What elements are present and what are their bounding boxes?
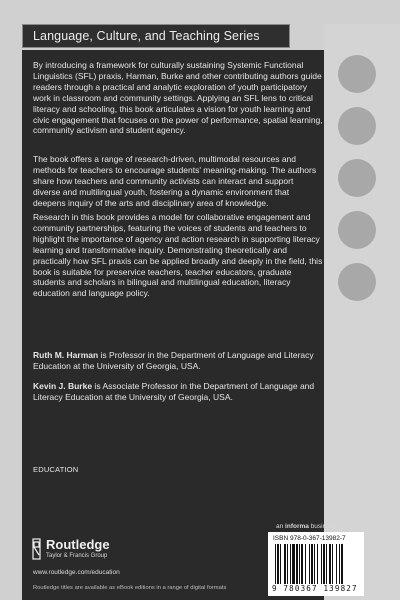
isbn-barcode bbox=[268, 532, 364, 596]
author-bio-1 bbox=[33, 350, 323, 372]
series-title: Language, Culture, and Teaching Series bbox=[33, 29, 260, 43]
routledge-logo-icon bbox=[32, 538, 42, 560]
ebook-note: Routledge titles are available as eBook editions in a range of digital formats bbox=[33, 585, 227, 591]
publisher-group: Taylor & Francis Group bbox=[46, 553, 108, 559]
decorative-circle bbox=[338, 159, 376, 197]
publisher-website[interactable]: www.routledge.com/education bbox=[33, 569, 120, 576]
barcode-bars bbox=[274, 544, 358, 584]
barcode-digits: 9 780367 139827 bbox=[272, 584, 358, 593]
subject-category: EDUCATION bbox=[33, 465, 79, 474]
publisher-name: Routledge bbox=[46, 537, 110, 552]
informa-business-label: an informa business bbox=[276, 523, 337, 530]
decorative-circle bbox=[338, 107, 376, 145]
description-paragraph-1: By introducing a framework for culturally sustaining Systemic Functional Linguistics (SFL) praxis, Harman, Burke and other contributing authors guide readers through a practical and analytic exploration of youth participatory work in classroom and community settings. Applying an SFL lens to critical literacy and schooling, this book articulates a vision for youth learning and civic engagement that focuses on the power of performance, spatial learning, community activism and student agency. bbox=[33, 60, 323, 136]
author-bio-text: is Professor in the Department of Language and Literacy Education at the University of Georgia, USA. bbox=[33, 350, 314, 371]
decorative-circle bbox=[338, 263, 376, 301]
author-bio-text: is Associate Professor in the Department of Language and Literacy Education at the University of Georgia, USA. bbox=[33, 381, 315, 402]
author-bio-2 bbox=[33, 381, 323, 403]
author-name: Ruth M. Harman bbox=[33, 350, 99, 360]
decorative-circle bbox=[338, 211, 376, 249]
author-name: Kevin J. Burke bbox=[33, 381, 93, 391]
description-paragraph-3: Research in this book provides a model for collaborative engagement and community partnerships, featuring the voices of students and teachers to highlight the importance of agency and action research in supporting literacy learning and transformative inquiry. Demonstrating theoretically and practically how SFL praxis can be applied broadly and deeply in the field, this book is suitable for preservice teachers, teacher educators, graduate students and scholars in bilingual and multilingual education, literacy education and language policy. bbox=[33, 212, 323, 299]
isbn-label: ISBN 978-0-367-13982-7 bbox=[273, 535, 346, 542]
series-banner bbox=[22, 24, 290, 48]
description-paragraph-2: The book offers a range of research-driven, multimodal resources and methods for teachers to encourage students' meaning-making. The authors share how teachers and community activists can interact and support diverse and multilingual youth, fostering a dynamic environment that deepens inquiry of the arts and disciplinary area of knowledge. bbox=[33, 154, 317, 208]
decorative-circle bbox=[338, 55, 376, 93]
publisher-logo bbox=[32, 538, 212, 568]
